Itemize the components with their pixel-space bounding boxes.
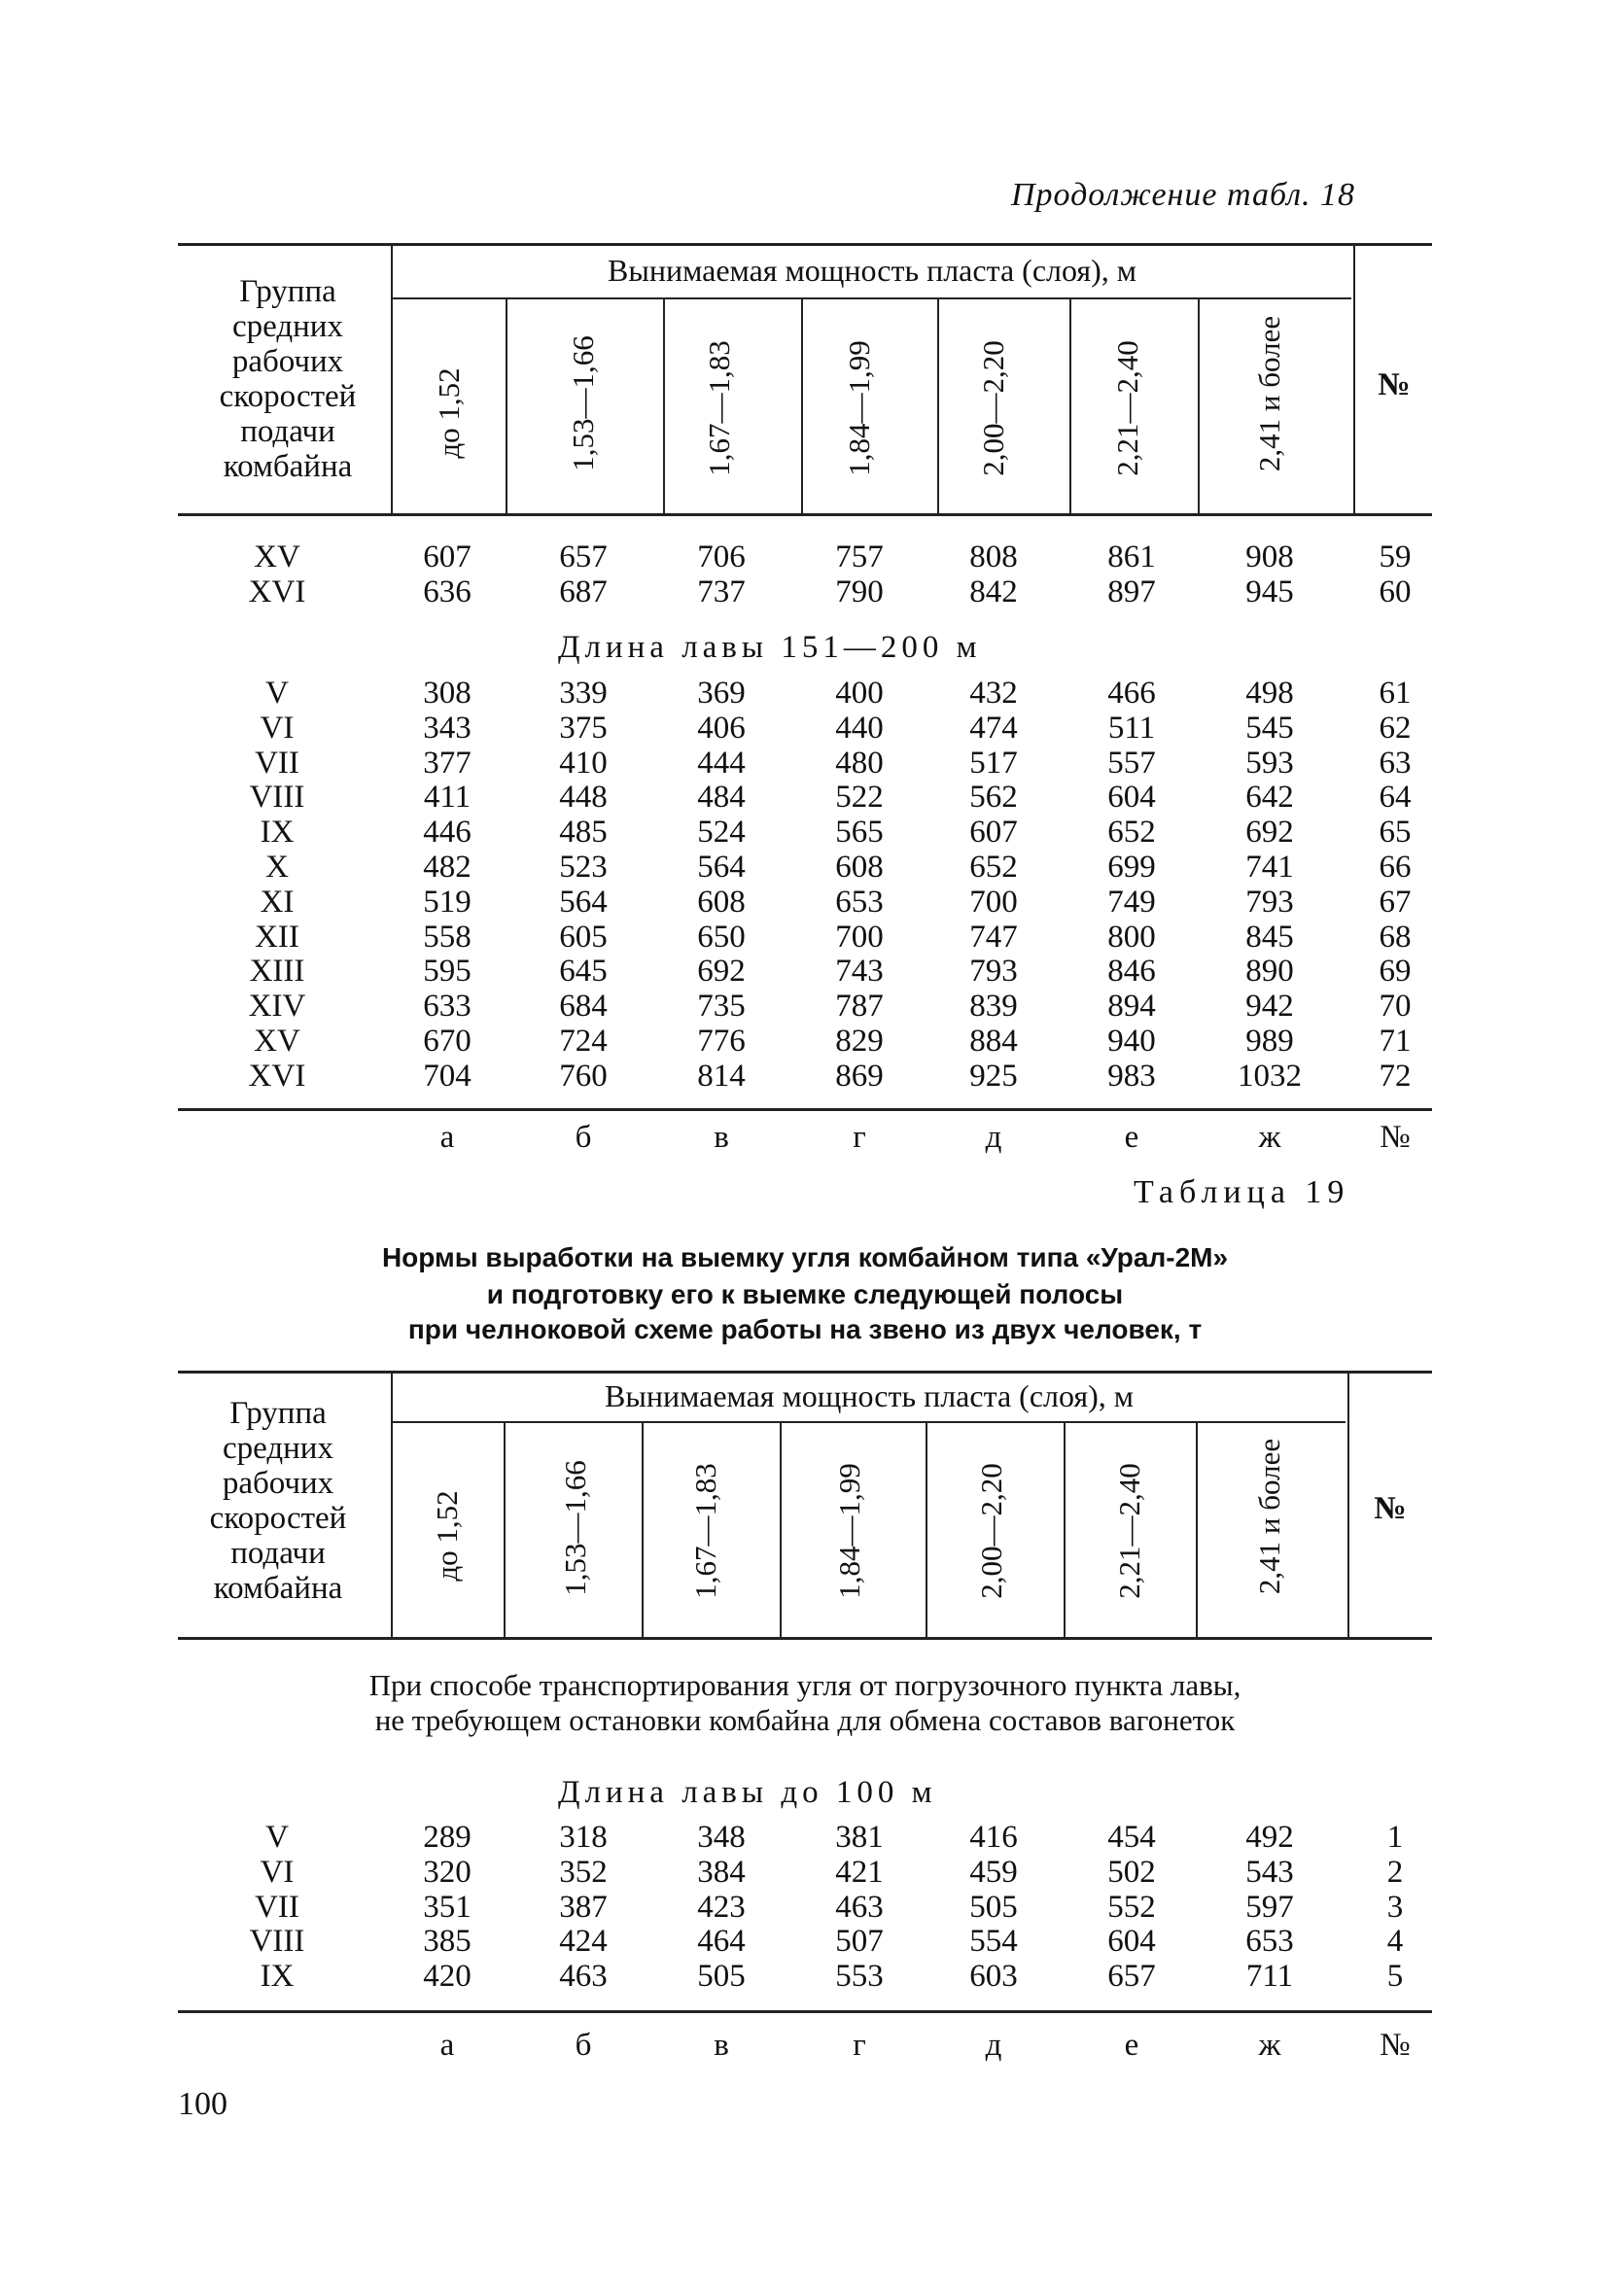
row-label: X	[265, 850, 289, 885]
table-cell: 432	[969, 676, 1018, 711]
col-header-f: 2,21—2,40	[1112, 1463, 1146, 1599]
col-header-e: 2,00—2,20	[974, 1463, 1008, 1599]
row-label: IX	[260, 815, 295, 851]
num-header: №	[1378, 367, 1411, 402]
table-cell: 369	[697, 676, 746, 711]
table-cell: 652	[1107, 815, 1156, 851]
column-divider	[504, 1423, 506, 1637]
table-cell: 700	[969, 884, 1018, 920]
col-header-a: до 1,52	[432, 367, 466, 459]
col-header-c: 1,67—1,83	[702, 340, 736, 476]
table-cell: 704	[423, 1058, 472, 1094]
col-header-b: 1,53—1,66	[558, 1460, 592, 1596]
column-letter: б	[575, 2028, 592, 2063]
table-cell: 861	[1107, 539, 1156, 574]
table-cell: 608	[835, 850, 884, 885]
table-cell: 829	[835, 1024, 884, 1059]
table-cell: 348	[697, 1820, 746, 1855]
table-cell: 507	[835, 1924, 884, 1960]
table-cell: 565	[835, 815, 884, 851]
table-cell: 684	[559, 989, 608, 1025]
table-cell: 498	[1245, 676, 1294, 711]
table-cell: 474	[969, 710, 1018, 746]
row-label: XIV	[248, 989, 306, 1025]
table-cell: 466	[1107, 676, 1156, 711]
super-header: Вынимаемая мощность пласта (слоя), м	[605, 1378, 1134, 1413]
table-cell: 505	[969, 1889, 1018, 1925]
column-divider	[642, 1423, 644, 1637]
table-cell: 607	[423, 539, 472, 574]
table-cell: 636	[423, 574, 472, 609]
table-cell: 650	[697, 919, 746, 955]
column-letter: в	[714, 2028, 729, 2063]
table-cell: 522	[835, 780, 884, 816]
table-label: Таблица 19	[1134, 1174, 1350, 1210]
group-header: Группа средних рабочих скоростей подачи комбайна	[219, 274, 357, 484]
table-cell: 558	[423, 919, 472, 955]
column-divider	[1069, 299, 1071, 513]
page-number: 100	[178, 2086, 227, 2122]
column-letter: ж	[1258, 1120, 1281, 1155]
table-cell: 741	[1245, 850, 1294, 885]
table-cell: 484	[697, 780, 746, 816]
row-number: 72	[1379, 1058, 1412, 1094]
column-divider	[1196, 1423, 1198, 1637]
table-cell: 339	[559, 676, 608, 711]
table-cell: 411	[423, 780, 472, 816]
table-cell: 747	[969, 919, 1018, 955]
column-letter: а	[439, 1120, 455, 1155]
table-top-rule	[178, 243, 1432, 246]
table-cell: 839	[969, 989, 1018, 1025]
row-label: XII	[255, 919, 299, 955]
column-letter: д	[985, 1120, 1002, 1155]
column-divider	[1064, 1423, 1066, 1637]
table-cell: 448	[559, 780, 608, 816]
table-cell: 945	[1245, 574, 1294, 609]
table-cell: 711	[1245, 1959, 1294, 1995]
row-number: 60	[1379, 574, 1412, 609]
table-cell: 485	[559, 815, 608, 851]
row-label: XIII	[249, 954, 305, 990]
table-cell: 942	[1245, 989, 1294, 1025]
row-label: XV	[254, 1024, 300, 1059]
table-cell: 983	[1107, 1058, 1156, 1094]
table-cell: 375	[559, 710, 608, 746]
table-cell: 463	[559, 1959, 608, 1995]
table-cell: 416	[969, 1820, 1018, 1855]
table-cell: 793	[1245, 884, 1294, 920]
row-number: 65	[1379, 815, 1412, 851]
col-header-c: 1,67—1,83	[688, 1463, 722, 1599]
table-cell: 737	[697, 574, 746, 609]
table-cell: 989	[1245, 1024, 1294, 1059]
section-title: Длина лавы 151—200 м	[558, 630, 982, 665]
row-number: 61	[1379, 676, 1412, 711]
table-cell: 706	[697, 539, 746, 574]
row-label: V	[265, 1820, 289, 1855]
table-cell: 343	[423, 710, 472, 746]
table-cell: 652	[969, 850, 1018, 885]
table-cell: 605	[559, 919, 608, 955]
column-divider	[663, 299, 665, 513]
col-header-d: 1,84—1,99	[832, 1463, 866, 1599]
super-header-rule	[393, 297, 1351, 299]
row-label: VI	[260, 1854, 295, 1890]
table-cell: 800	[1107, 919, 1156, 955]
col-header-g: 2,41 и более	[1252, 315, 1286, 472]
col-header-d: 1,84—1,99	[842, 340, 876, 476]
table-cell: 842	[969, 574, 1018, 609]
table-cell: 692	[1245, 815, 1294, 851]
column-letter: г	[853, 2028, 866, 2063]
table-cell: 519	[423, 884, 472, 920]
table-cell: 444	[697, 745, 746, 781]
table-cell: 511	[1107, 710, 1156, 746]
table-cell: 384	[697, 1854, 746, 1890]
row-number: 68	[1379, 919, 1412, 955]
col-header-f: 2,21—2,40	[1110, 340, 1144, 476]
table-cell: 670	[423, 1024, 472, 1059]
table-cell: 564	[697, 850, 746, 885]
table-cell: 554	[969, 1924, 1018, 1960]
table-cell: 633	[423, 989, 472, 1025]
row-label: VII	[255, 1889, 299, 1925]
table-cell: 593	[1245, 745, 1294, 781]
num-header: №	[1374, 1491, 1407, 1526]
table-cell: 793	[969, 954, 1018, 990]
table-cell: 607	[969, 815, 1018, 851]
table-cell: 645	[559, 954, 608, 990]
column-divider	[801, 299, 803, 513]
column-letter: №	[1380, 2028, 1411, 2063]
row-number: 59	[1379, 539, 1412, 574]
table-cell: 642	[1245, 780, 1294, 816]
table-cell: 908	[1245, 539, 1294, 574]
row-label: XVI	[248, 574, 306, 609]
table-cell: 423	[697, 1889, 746, 1925]
table-cell: 846	[1107, 954, 1156, 990]
row-number: 3	[1386, 1889, 1404, 1925]
table-cell: 385	[423, 1924, 472, 1960]
row-number: 4	[1386, 1924, 1404, 1960]
table-title-line: при челноковой схеме работы на звено из двух человек, т	[407, 1314, 1203, 1344]
table-cell: 814	[697, 1058, 746, 1094]
table-cell: 760	[559, 1058, 608, 1094]
column-letter: г	[853, 1120, 866, 1155]
table-cell: 480	[835, 745, 884, 781]
table-cell: 463	[835, 1889, 884, 1925]
table-cell: 749	[1107, 884, 1156, 920]
header-bottom-rule	[178, 1637, 1432, 1640]
super-header-rule	[393, 1421, 1346, 1423]
table-cell: 692	[697, 954, 746, 990]
table-cell: 884	[969, 1024, 1018, 1059]
table-cell: 454	[1107, 1820, 1156, 1855]
table-cell: 318	[559, 1820, 608, 1855]
row-number: 66	[1379, 850, 1412, 885]
table-cell: 517	[969, 745, 1018, 781]
table-cell: 421	[835, 1854, 884, 1890]
table-cell: 743	[835, 954, 884, 990]
table-cell: 410	[559, 745, 608, 781]
column-divider	[506, 299, 507, 513]
row-label: XVI	[248, 1058, 306, 1094]
table-cell: 543	[1245, 1854, 1294, 1890]
table-cell: 595	[423, 954, 472, 990]
table-cell: 420	[423, 1959, 472, 1995]
table-cell: 446	[423, 815, 472, 851]
column-letter: а	[439, 2028, 455, 2063]
table-note-line: не требующем остановки комбайна для обмена составов вагонеток	[374, 1703, 1236, 1737]
row-number: 62	[1379, 710, 1412, 746]
table-cell: 505	[697, 1959, 746, 1995]
table-cell: 604	[1107, 780, 1156, 816]
row-label: XV	[254, 539, 300, 574]
table-cell: 524	[697, 815, 746, 851]
table-bottom-rule	[178, 1108, 1432, 1111]
table-cell: 845	[1245, 919, 1294, 955]
column-letter: е	[1124, 2028, 1139, 2063]
table-top-rule	[178, 1371, 1432, 1374]
table-cell: 894	[1107, 989, 1156, 1025]
row-label: VII	[255, 745, 299, 781]
table-cell: 351	[423, 1889, 472, 1925]
table-cell: 897	[1107, 574, 1156, 609]
table-title-line: и подготовку его к выемке следующей полосы	[486, 1279, 1124, 1309]
header-divider	[1347, 1373, 1349, 1637]
table-cell: 597	[1245, 1889, 1294, 1925]
table-cell: 553	[835, 1959, 884, 1995]
table-cell: 735	[697, 989, 746, 1025]
column-letter: ж	[1258, 2028, 1281, 2063]
table-title-line: Нормы выработки на выемку угля комбайном типа «Урал-2М»	[381, 1242, 1229, 1272]
row-label: VIII	[249, 1924, 305, 1960]
table-cell: 869	[835, 1058, 884, 1094]
table-cell: 400	[835, 676, 884, 711]
super-header: Вынимаемая мощность пласта (слоя), м	[608, 253, 1136, 288]
table-cell: 406	[697, 710, 746, 746]
table-cell: 687	[559, 574, 608, 609]
table-cell: 890	[1245, 954, 1294, 990]
table-cell: 564	[559, 884, 608, 920]
table-cell: 552	[1107, 1889, 1156, 1925]
table-cell: 424	[559, 1924, 608, 1960]
continuation-caption: Продолжение табл. 18	[1011, 177, 1356, 213]
col-header-a: до 1,52	[430, 1490, 464, 1582]
section-title: Длина лавы до 100 м	[558, 1775, 937, 1810]
group-header: Группа средних рабочих скоростей подачи комбайна	[209, 1396, 347, 1606]
row-number: 63	[1379, 745, 1412, 781]
table-cell: 608	[697, 884, 746, 920]
table-cell: 790	[835, 574, 884, 609]
table-cell: 464	[697, 1924, 746, 1960]
row-number: 67	[1379, 884, 1412, 920]
table-cell: 699	[1107, 850, 1156, 885]
header-bottom-rule	[178, 513, 1432, 516]
column-divider	[937, 299, 939, 513]
row-number: 64	[1379, 780, 1412, 816]
table-cell: 545	[1245, 710, 1294, 746]
column-letter: №	[1380, 1120, 1411, 1155]
row-label: IX	[260, 1959, 295, 1995]
row-label: V	[265, 676, 289, 711]
table-cell: 604	[1107, 1924, 1156, 1960]
row-number: 1	[1386, 1820, 1404, 1855]
table-cell: 657	[559, 539, 608, 574]
table-cell: 381	[835, 1820, 884, 1855]
col-header-g: 2,41 и более	[1252, 1438, 1286, 1595]
table-cell: 492	[1245, 1820, 1294, 1855]
table-note-line: При способе транспортирования угля от погрузочного пункта лавы,	[368, 1668, 1241, 1702]
row-label: VIII	[249, 780, 305, 816]
table-cell: 653	[1245, 1924, 1294, 1960]
table-cell: 757	[835, 539, 884, 574]
column-divider	[926, 1423, 927, 1637]
table-cell: 657	[1107, 1959, 1156, 1995]
row-number: 69	[1379, 954, 1412, 990]
table-cell: 724	[559, 1024, 608, 1059]
table-bottom-rule	[178, 2010, 1432, 2013]
table-cell: 482	[423, 850, 472, 885]
column-divider	[780, 1423, 782, 1637]
table-cell: 557	[1107, 745, 1156, 781]
column-letter: е	[1124, 1120, 1139, 1155]
column-divider	[1198, 299, 1200, 513]
table-cell: 562	[969, 780, 1018, 816]
table-cell: 776	[697, 1024, 746, 1059]
table-cell: 603	[969, 1959, 1018, 1995]
table-cell: 940	[1107, 1024, 1156, 1059]
row-number: 71	[1379, 1024, 1412, 1059]
row-label: XI	[260, 884, 295, 920]
table-cell: 502	[1107, 1854, 1156, 1890]
header-divider	[1353, 245, 1355, 513]
column-letter: в	[714, 1120, 729, 1155]
table-cell: 377	[423, 745, 472, 781]
table-cell: 320	[423, 1854, 472, 1890]
table-cell: 440	[835, 710, 884, 746]
table-cell: 700	[835, 919, 884, 955]
row-label: VI	[260, 710, 295, 746]
table-cell: 808	[969, 539, 1018, 574]
column-letter: д	[985, 2028, 1002, 2063]
table-cell: 523	[559, 850, 608, 885]
column-letter: б	[575, 1120, 592, 1155]
row-number: 2	[1386, 1854, 1404, 1890]
table-cell: 352	[559, 1854, 608, 1890]
table-cell: 787	[835, 989, 884, 1025]
row-number: 5	[1386, 1959, 1404, 1995]
row-number: 70	[1379, 989, 1412, 1025]
col-header-b: 1,53—1,66	[566, 335, 600, 471]
col-header-e: 2,00—2,20	[976, 340, 1010, 476]
table-cell: 387	[559, 1889, 608, 1925]
table-cell: 289	[423, 1820, 472, 1855]
table-cell: 653	[835, 884, 884, 920]
table-cell: 308	[423, 676, 472, 711]
table-cell: 1032	[1238, 1058, 1302, 1094]
table-cell: 459	[969, 1854, 1018, 1890]
table-cell: 925	[969, 1058, 1018, 1094]
